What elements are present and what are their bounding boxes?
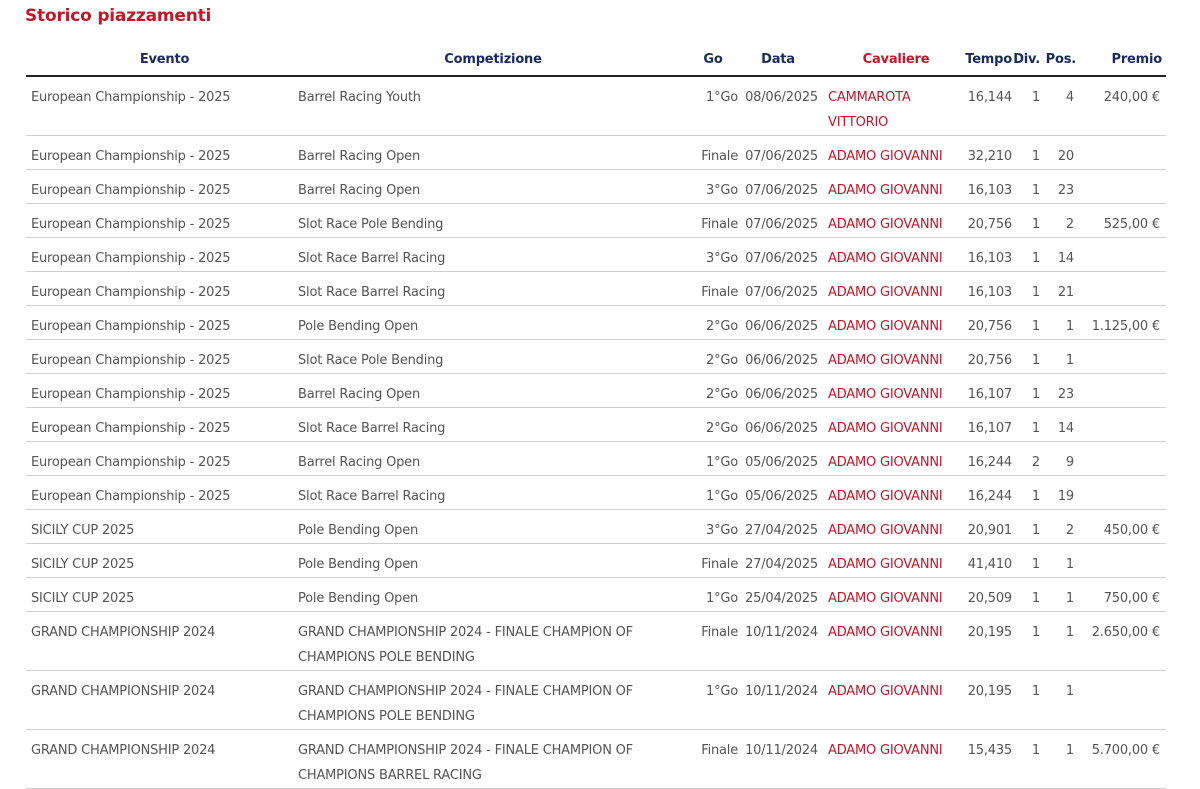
- table-row: [26, 730, 1166, 789]
- table-row: [26, 76, 1166, 136]
- cell-competizione: Slot Race Barrel Racing: [298, 238, 688, 272]
- table-row: [26, 306, 1166, 340]
- cell-competizione: Barrel Racing Open: [298, 170, 688, 204]
- cell-data: 10/11/2024: [738, 612, 818, 671]
- cell-div: 1: [1012, 136, 1040, 170]
- cell-go: Finale: [688, 204, 738, 238]
- cell-evento: GRAND CHAMPIONSHIP 2024: [26, 671, 298, 730]
- cell-tempo: 16,107: [964, 408, 1012, 442]
- table-row: [26, 340, 1166, 374]
- cell-competizione: Pole Bending Open: [298, 510, 688, 544]
- cell-go: 3°Go: [688, 238, 738, 272]
- cell-go: 1°Go: [688, 442, 738, 476]
- cell-pos: 2: [1040, 510, 1076, 544]
- cell-div: 1: [1012, 238, 1040, 272]
- cell-cavaliere[interactable]: ADAMO GIOVANNI: [818, 510, 964, 544]
- page-title: Storico piazzamenti: [25, 6, 212, 26]
- cell-tempo: 41,410: [964, 544, 1012, 578]
- cell-div: 1: [1012, 272, 1040, 306]
- cell-data: 07/06/2025: [738, 272, 818, 306]
- cell-cavaliere[interactable]: ADAMO GIOVANNI: [818, 612, 964, 671]
- cell-div: 1: [1012, 76, 1040, 136]
- cell-competizione: Pole Bending Open: [298, 306, 688, 340]
- table-row: [26, 510, 1166, 544]
- cell-premio: 1.125,00 €: [1076, 306, 1166, 340]
- cell-data: 06/06/2025: [738, 340, 818, 374]
- cell-premio: [1076, 170, 1166, 204]
- cell-div: 1: [1012, 544, 1040, 578]
- cell-competizione: Slot Race Barrel Racing: [298, 272, 688, 306]
- table-row: [26, 476, 1166, 510]
- cell-pos: 21: [1040, 272, 1076, 306]
- cell-cavaliere[interactable]: ADAMO GIOVANNI: [818, 730, 964, 789]
- cell-competizione: Barrel Racing Open: [298, 136, 688, 170]
- header-go[interactable]: Go: [688, 44, 738, 76]
- cell-tempo: 16,244: [964, 442, 1012, 476]
- cell-premio: [1076, 238, 1166, 272]
- cell-pos: 9: [1040, 442, 1076, 476]
- cell-go: Finale: [688, 730, 738, 789]
- cell-go: Finale: [688, 136, 738, 170]
- cell-div: 1: [1012, 170, 1040, 204]
- cell-premio: [1076, 272, 1166, 306]
- cell-premio: 525,00 €: [1076, 204, 1166, 238]
- header-cavaliere[interactable]: Cavaliere: [818, 44, 964, 76]
- table-row: [26, 238, 1166, 272]
- cell-tempo: 20,509: [964, 578, 1012, 612]
- cell-evento: SICILY CUP 2025: [26, 578, 298, 612]
- cell-pos: 14: [1040, 238, 1076, 272]
- table-row: [26, 408, 1166, 442]
- cell-evento: SICILY CUP 2025: [26, 510, 298, 544]
- cell-pos: 1: [1040, 544, 1076, 578]
- cell-cavaliere[interactable]: ADAMO GIOVANNI: [818, 204, 964, 238]
- cell-cavaliere[interactable]: ADAMO GIOVANNI: [818, 442, 964, 476]
- cell-tempo: 16,103: [964, 170, 1012, 204]
- cell-premio: [1076, 374, 1166, 408]
- cell-cavaliere[interactable]: ADAMO GIOVANNI: [818, 238, 964, 272]
- cell-competizione: Pole Bending Open: [298, 544, 688, 578]
- cell-premio: [1076, 476, 1166, 510]
- cell-evento: GRAND CHAMPIONSHIP 2024: [26, 612, 298, 671]
- cell-div: 1: [1012, 374, 1040, 408]
- cell-data: 06/06/2025: [738, 408, 818, 442]
- cell-cavaliere[interactable]: ADAMO GIOVANNI: [818, 544, 964, 578]
- cell-tempo: 20,195: [964, 612, 1012, 671]
- table-row: [26, 442, 1166, 476]
- cell-div: 1: [1012, 306, 1040, 340]
- cell-premio: [1076, 136, 1166, 170]
- cell-evento: SICILY CUP 2025: [26, 544, 298, 578]
- table-row: [26, 374, 1166, 408]
- cell-premio: 750,00 €: [1076, 578, 1166, 612]
- table-row: [26, 612, 1166, 671]
- cell-pos: 1: [1040, 578, 1076, 612]
- header-premio[interactable]: Premio: [1076, 44, 1166, 76]
- cell-evento: European Championship - 2025: [26, 238, 298, 272]
- cell-data: 06/06/2025: [738, 374, 818, 408]
- cell-evento: European Championship - 2025: [26, 306, 298, 340]
- cell-tempo: 16,244: [964, 476, 1012, 510]
- cell-pos: 2: [1040, 204, 1076, 238]
- cell-go: 2°Go: [688, 374, 738, 408]
- cell-data: 25/04/2025: [738, 578, 818, 612]
- table-row: [26, 170, 1166, 204]
- cell-div: 1: [1012, 510, 1040, 544]
- table-row: [26, 204, 1166, 238]
- cell-data: 27/04/2025: [738, 544, 818, 578]
- cell-go: Finale: [688, 544, 738, 578]
- cell-data: 07/06/2025: [738, 238, 818, 272]
- header-tempo[interactable]: Tempo: [964, 44, 1012, 76]
- cell-div: 1: [1012, 408, 1040, 442]
- cell-tempo: 20,756: [964, 340, 1012, 374]
- cell-tempo: 16,107: [964, 374, 1012, 408]
- table-body: [26, 76, 1166, 789]
- cell-pos: 4: [1040, 76, 1076, 136]
- cell-cavaliere[interactable]: ADAMO GIOVANNI: [818, 136, 964, 170]
- cell-premio: [1076, 340, 1166, 374]
- table-row: [26, 578, 1166, 612]
- cell-cavaliere[interactable]: ADAMO GIOVANNI: [818, 306, 964, 340]
- cell-data: 06/06/2025: [738, 306, 818, 340]
- cell-tempo: 20,756: [964, 204, 1012, 238]
- cell-go: 2°Go: [688, 340, 738, 374]
- cell-div: 1: [1012, 730, 1040, 789]
- cell-tempo: 15,435: [964, 730, 1012, 789]
- cell-div: 1: [1012, 671, 1040, 730]
- cell-pos: 1: [1040, 340, 1076, 374]
- cell-go: 3°Go: [688, 170, 738, 204]
- cell-div: 1: [1012, 612, 1040, 671]
- cell-div: 1: [1012, 578, 1040, 612]
- cell-competizione: Slot Race Pole Bending: [298, 204, 688, 238]
- cell-tempo: 16,144: [964, 76, 1012, 136]
- cell-div: 1: [1012, 476, 1040, 510]
- cell-go: 1°Go: [688, 671, 738, 730]
- table-row: [26, 272, 1166, 306]
- cell-competizione: GRAND CHAMPIONSHIP 2024 - FINALE CHAMPION OF CHAMPIONS POLE BENDING: [298, 671, 688, 730]
- cell-pos: 1: [1040, 306, 1076, 340]
- header-div[interactable]: Div.: [1012, 44, 1040, 76]
- cell-premio: 450,00 €: [1076, 510, 1166, 544]
- cell-cavaliere[interactable]: ADAMO GIOVANNI: [818, 408, 964, 442]
- cell-div: 2: [1012, 442, 1040, 476]
- cell-competizione: GRAND CHAMPIONSHIP 2024 - FINALE CHAMPION OF CHAMPIONS POLE BENDING: [298, 612, 688, 671]
- cell-go: 1°Go: [688, 476, 738, 510]
- cell-evento: European Championship - 2025: [26, 170, 298, 204]
- table-header-row: [26, 44, 1166, 76]
- cell-data: 07/06/2025: [738, 136, 818, 170]
- cell-data: 27/04/2025: [738, 510, 818, 544]
- cell-evento: European Championship - 2025: [26, 204, 298, 238]
- table-row: [26, 544, 1166, 578]
- cell-pos: 20: [1040, 136, 1076, 170]
- cell-tempo: 32,210: [964, 136, 1012, 170]
- cell-evento: European Championship - 2025: [26, 76, 298, 136]
- cell-pos: 1: [1040, 730, 1076, 789]
- cell-tempo: 20,901: [964, 510, 1012, 544]
- cell-cavaliere[interactable]: ADAMO GIOVANNI: [818, 671, 964, 730]
- cell-premio: 2.650,00 €: [1076, 612, 1166, 671]
- cell-go: Finale: [688, 272, 738, 306]
- cell-go: Finale: [688, 612, 738, 671]
- header-competizione[interactable]: Competizione: [298, 44, 688, 76]
- cell-cavaliere[interactable]: ADAMO GIOVANNI: [818, 578, 964, 612]
- cell-evento: European Championship - 2025: [26, 374, 298, 408]
- table-row: [26, 671, 1166, 730]
- cell-premio: 240,00 €: [1076, 76, 1166, 136]
- cell-competizione: Slot Race Pole Bending: [298, 340, 688, 374]
- cell-cavaliere[interactable]: CAMMAROTA VITTORIO: [818, 76, 964, 136]
- cell-cavaliere[interactable]: ADAMO GIOVANNI: [818, 170, 964, 204]
- cell-competizione: Slot Race Barrel Racing: [298, 408, 688, 442]
- cell-evento: European Championship - 2025: [26, 476, 298, 510]
- cell-go: 2°Go: [688, 408, 738, 442]
- cell-pos: 23: [1040, 170, 1076, 204]
- cell-premio: [1076, 408, 1166, 442]
- cell-competizione: Barrel Racing Open: [298, 374, 688, 408]
- cell-pos: 1: [1040, 612, 1076, 671]
- cell-data: 07/06/2025: [738, 204, 818, 238]
- cell-data: 05/06/2025: [738, 442, 818, 476]
- cell-premio: [1076, 671, 1166, 730]
- cell-premio: 5.700,00 €: [1076, 730, 1166, 789]
- cell-go: 1°Go: [688, 578, 738, 612]
- cell-data: 10/11/2024: [738, 671, 818, 730]
- cell-go: 1°Go: [688, 76, 738, 136]
- cell-evento: European Championship - 2025: [26, 340, 298, 374]
- table-row: [26, 136, 1166, 170]
- cell-premio: [1076, 442, 1166, 476]
- cell-go: 3°Go: [688, 510, 738, 544]
- cell-cavaliere[interactable]: ADAMO GIOVANNI: [818, 476, 964, 510]
- cell-cavaliere[interactable]: ADAMO GIOVANNI: [818, 272, 964, 306]
- header-evento[interactable]: Evento: [26, 44, 298, 76]
- cell-competizione: Barrel Racing Youth: [298, 76, 688, 136]
- cell-evento: European Championship - 2025: [26, 136, 298, 170]
- cell-cavaliere[interactable]: ADAMO GIOVANNI: [818, 374, 964, 408]
- cell-pos: 23: [1040, 374, 1076, 408]
- cell-cavaliere[interactable]: ADAMO GIOVANNI: [818, 340, 964, 374]
- cell-competizione: Barrel Racing Open: [298, 442, 688, 476]
- header-pos[interactable]: Pos.: [1040, 44, 1076, 76]
- cell-pos: 14: [1040, 408, 1076, 442]
- cell-competizione: Slot Race Barrel Racing: [298, 476, 688, 510]
- cell-evento: European Championship - 2025: [26, 408, 298, 442]
- cell-div: 1: [1012, 340, 1040, 374]
- cell-pos: 1: [1040, 671, 1076, 730]
- header-data[interactable]: Data: [738, 44, 818, 76]
- cell-div: 1: [1012, 204, 1040, 238]
- cell-pos: 19: [1040, 476, 1076, 510]
- cell-tempo: 16,103: [964, 272, 1012, 306]
- cell-go: 2°Go: [688, 306, 738, 340]
- cell-tempo: 16,103: [964, 238, 1012, 272]
- cell-data: 07/06/2025: [738, 170, 818, 204]
- cell-tempo: 20,195: [964, 671, 1012, 730]
- cell-competizione: GRAND CHAMPIONSHIP 2024 - FINALE CHAMPION OF CHAMPIONS BARREL RACING: [298, 730, 688, 789]
- cell-evento: European Championship - 2025: [26, 272, 298, 306]
- cell-evento: European Championship - 2025: [26, 442, 298, 476]
- cell-tempo: 20,756: [964, 306, 1012, 340]
- cell-data: 05/06/2025: [738, 476, 818, 510]
- placements-table: [26, 44, 1166, 789]
- cell-premio: [1076, 544, 1166, 578]
- cell-competizione: Pole Bending Open: [298, 578, 688, 612]
- cell-evento: GRAND CHAMPIONSHIP 2024: [26, 730, 298, 789]
- cell-data: 08/06/2025: [738, 76, 818, 136]
- cell-data: 10/11/2024: [738, 730, 818, 789]
